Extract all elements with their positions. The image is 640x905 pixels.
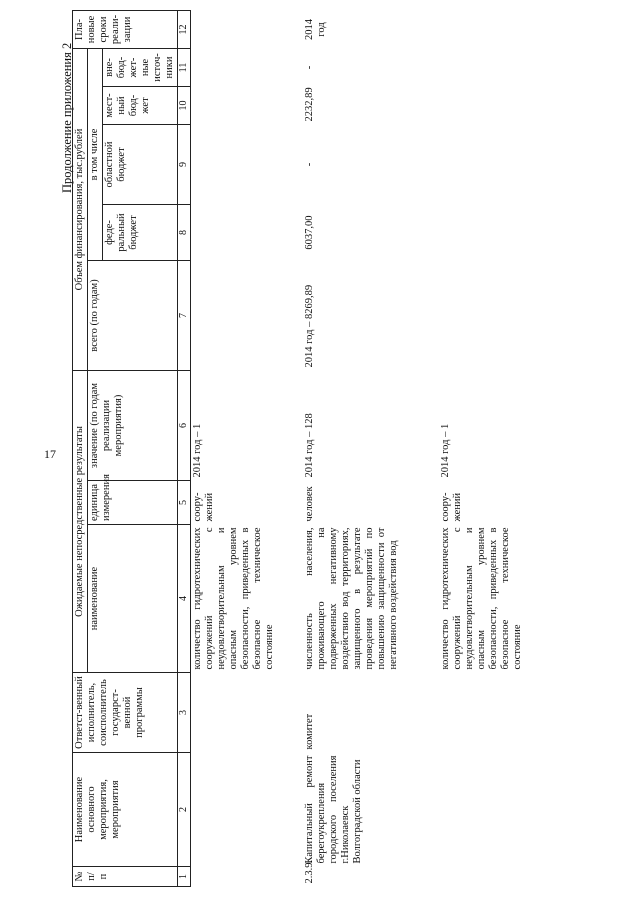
indicator-name: количество гидротехнических сооружений с неудовлетворительным и опасным уровнем безопасности, приведенных в безопасное техническое состояние xyxy=(439,527,523,670)
finance-total: 2014 год – 8269,89 xyxy=(303,284,315,368)
header-number-row xyxy=(178,10,191,886)
header-expected-results: Ожидаемые непосредственные результаты xyxy=(73,371,88,673)
indicator-name: количество гидротехнических сооружений с неудовлетворительным и опасным уровнем безопасности, приведенных в безопасное техническое состояние xyxy=(192,527,275,670)
col-number: 4 xyxy=(178,525,191,673)
indicator-unit: человек xyxy=(303,486,315,522)
header-federal: феде-ральный бюджет xyxy=(103,205,178,261)
header-num: № п/п xyxy=(73,867,178,887)
header-finance-total: всего (по годам) xyxy=(88,261,178,371)
header-expected-value: значение (по годам реализации мероприятия) xyxy=(88,371,178,481)
header-expected-unit: единица измерения xyxy=(88,481,178,525)
header-responsible: Ответст-венный исполнитель, соисполнитель государст-венной программы xyxy=(73,673,178,753)
col-number: 5 xyxy=(178,481,191,525)
program-table-wrapper xyxy=(72,11,551,887)
continuation-caption: Продолжение приложения 2 xyxy=(60,42,74,193)
col-number: 9 xyxy=(178,125,191,205)
header-finance-incl: в том числе xyxy=(88,48,103,260)
finance-local: 2232,89 xyxy=(303,87,315,122)
header-row-1 xyxy=(73,10,88,886)
table-row xyxy=(303,10,439,886)
header-terms: Пла-новые сроки реали-зации xyxy=(73,10,178,48)
finance-federal: 6037,00 xyxy=(303,215,315,250)
item-terms: 2014 год xyxy=(303,18,327,40)
header-name: Наименование основного мероприятия, мероприятия xyxy=(73,753,178,867)
indicator-value: 2014 год – 1 xyxy=(439,423,451,478)
col-number: 10 xyxy=(178,87,191,125)
col-number: 6 xyxy=(178,371,191,481)
indicator-value: 2014 год – 128 xyxy=(303,413,315,478)
item-responsible: комитет xyxy=(303,713,315,750)
col-number: 12 xyxy=(178,10,191,48)
header-regional: областной бюджет xyxy=(103,125,178,205)
col-number: 8 xyxy=(178,205,191,261)
col-number: 11 xyxy=(178,48,191,86)
header-finance: Объем финансирования, тыс.рублей xyxy=(73,48,88,370)
program-table xyxy=(72,10,551,887)
indicator-name: численность населения, проживающего на подверженных негативному воздействию вод территориях, защищенного в результате проведения мероприятий по повышению защищенности от негативного воздействия вод xyxy=(303,527,399,670)
finance-other: - xyxy=(303,65,315,70)
table-row xyxy=(191,10,303,886)
item-number: 2.3.9. xyxy=(303,859,315,884)
indicator-unit: соору-жений xyxy=(192,492,215,522)
page-number: 17 xyxy=(44,447,56,461)
item-name: Капитальный ремонт берегоукрепления городского поселения г.Николаевск Волгоградской области xyxy=(303,755,363,864)
header-expected-name: наименование xyxy=(88,525,178,673)
indicator-unit: соору-жений xyxy=(439,492,463,522)
col-number: 2 xyxy=(178,753,191,867)
table-row xyxy=(439,10,551,886)
col-number: 7 xyxy=(178,261,191,371)
indicator-value: 2014 год – 1 xyxy=(192,423,203,478)
finance-regional: - xyxy=(303,162,315,167)
col-number: 3 xyxy=(178,673,191,753)
col-number: 1 xyxy=(178,867,191,887)
header-local: мест-ный бюд-жет xyxy=(103,87,178,125)
header-other: вне-бюд-жет-ные источ-ники xyxy=(103,48,178,86)
